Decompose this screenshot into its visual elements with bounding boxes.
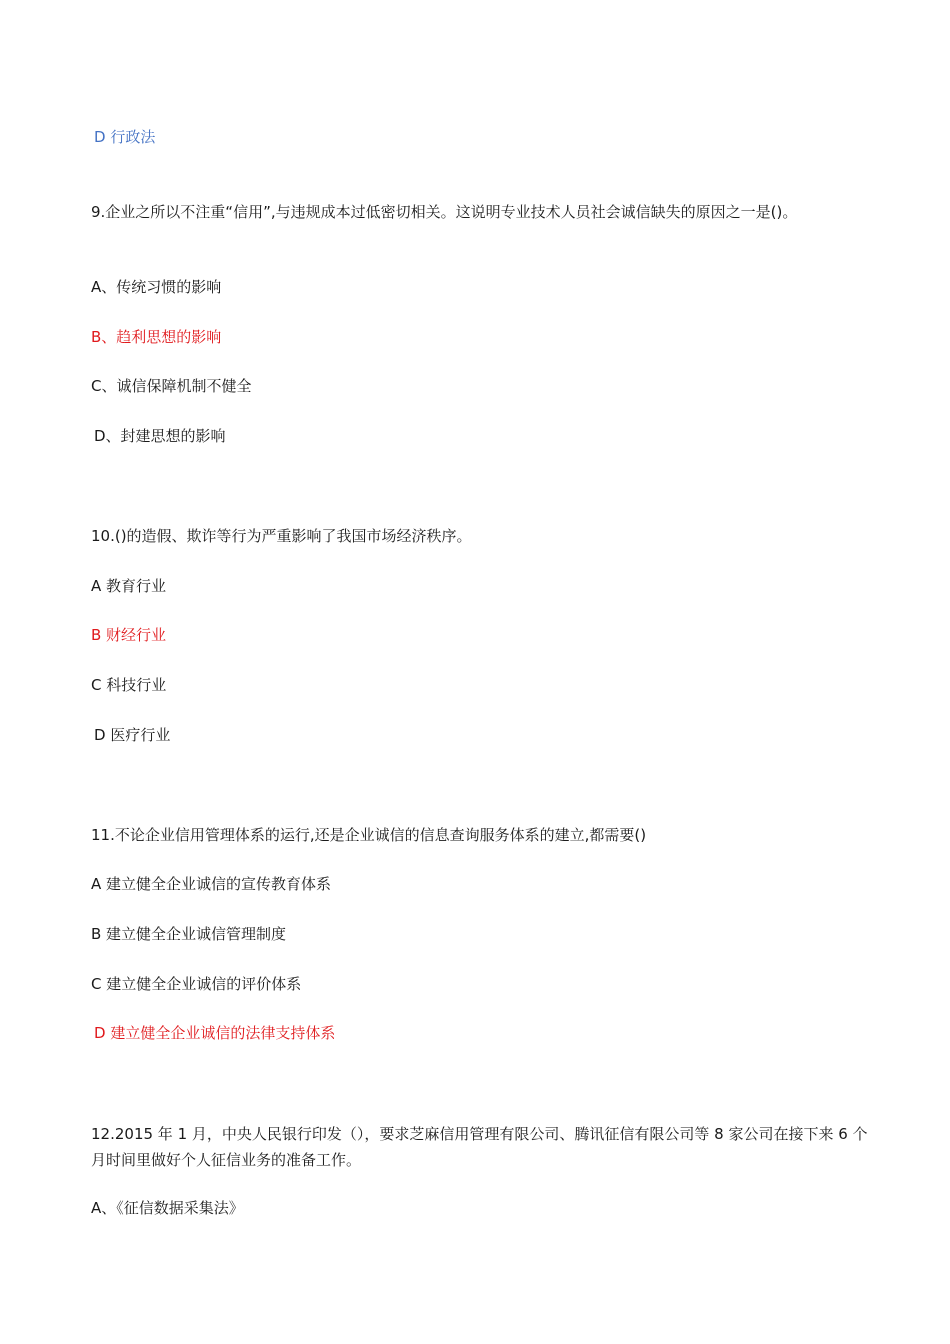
- question-10-option-a: A 教育行业: [91, 577, 167, 595]
- question-11-option-a: A 建立健全企业诚信的宣传教育体系: [91, 875, 332, 893]
- question-10-option-c: C 科技行业: [91, 676, 167, 694]
- prev-option-d: D 行政法: [94, 128, 156, 146]
- question-9-option-c: C、诚信保障机制不健全: [91, 377, 252, 395]
- question-10-option-d: D 医疗行业: [94, 726, 171, 744]
- question-9-option-a: A、传统习惯的影响: [91, 278, 222, 296]
- question-12-text: 12.2015 年 1 月，中央人民银行印发（），要求芝麻信用管理有限公司、腾讯征信有限公司等 8 家公司在接下来 6 个月时间里做好个人征信业务的准备工作。: [91, 1125, 868, 1169]
- question-9-text: 9.企业之所以不注重“信用”,与违规成本过低密切相关。这说明专业技术人员社会诚信缺失的原因之一是()。: [91, 203, 798, 221]
- question-11-text: 11.不论企业信用管理体系的运行,还是企业诚信的信息查询服务体系的建立,都需要(): [91, 826, 647, 844]
- question-9-option-d: D、封建思想的影响: [94, 427, 226, 445]
- question-10-text: 10.()的造假、欺诈等行为严重影响了我国市场经济秩序。: [91, 527, 472, 545]
- question-11-option-c: C 建立健全企业诚信的评价体系: [91, 975, 302, 993]
- question-11-option-d-answer: D 建立健全企业诚信的法律支持体系: [94, 1024, 336, 1042]
- question-11-option-b: B 建立健全企业诚信管理制度: [91, 925, 287, 943]
- question-10-option-b-answer: B 财经行业: [91, 626, 167, 644]
- question-9-option-b-answer: B、趋利思想的影响: [91, 328, 222, 346]
- question-12-option-a: A、《征信数据采集法》: [91, 1199, 244, 1217]
